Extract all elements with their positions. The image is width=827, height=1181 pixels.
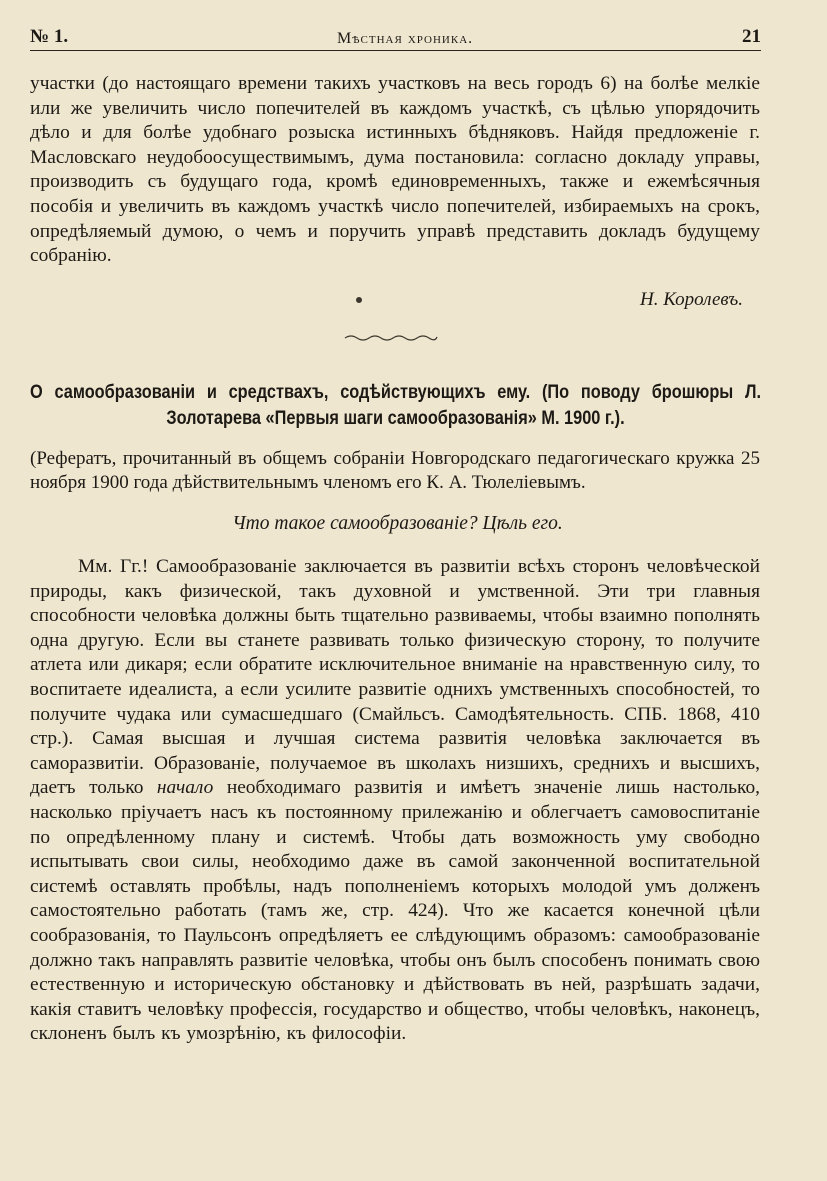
section-title: Мѣстная хроника.: [336, 30, 474, 47]
body-text-part1: Мм. Гг.! Самообразованіе заключается въ развитіи всѣхъ сторонъ человѣческой природы, какъ физической, такъ духовной и умственной. Эти три главныя способности человѣка должны быть тщательно развиваемы, чтобы взаимно пополнять одна другую. Если вы станете развивать только физическую сторону, то получите атлета или дикаря; если обратите исключительное вниманіе на нравственную силу, то воспитаете идеалиста, а если усилите развитіе однихъ умственныхъ способностей, то получите чудака или сумасшедшаго (Смайльсъ. Самодѣятельность. СПБ. 1868, 410 стр.). Самая высшая и лучшая система развитія человѣка заключается въ саморазвитіи. Образованіе, получаемое въ школахъ низшихъ, среднихъ и высшихъ, даетъ только: [30, 556, 760, 799]
article1-text: участки (до настоящаго времени такихъ участковъ на весь городъ 6) на болѣе мелкіе или же увеличить число попечителей въ каждомъ участкѣ, съ цѣлью упорядочить дѣло и для болѣе удобнаго розыска истинныхъ бѣдняковъ. Найдя предложеніе г. Масловскаго неудобоосуществимымъ, дума постановила: согласно докладу управы, производить съ будущаго года, кромѣ единовременныхъ, также и ежемѣсячныя пособія и увеличить въ каждомъ участкѣ число попечителей, избираемыхъ на срокъ, опредѣляемый думою, о чемъ и поручить управѣ представить докладъ будущему собранію.: [30, 73, 760, 267]
header-rule: [30, 50, 761, 51]
body-text-part2: необходимаго развитія и имѣетъ значеніе лишь настолько, насколько пріучаетъ насъ къ постоянному прилежанію и облегчаетъ самовоспитаніе по опредѣленному плану и системѣ. Чтобы дать возможность уму свободно испытывать свои силы, необходимо даже въ самой законченной воспитательной системѣ оставлять пробѣлы, надъ пополненіемъ которыхъ молодой умъ долженъ самостоятельно работать (тамъ же, стр. 424). Что же касается конечной цѣли сообразованія, то Паульсонъ опредѣляетъ ее слѣдующимъ образомъ: самообразованіе должно такъ направлять развитіе человѣка, чтобы онъ былъ способенъ понимать свою естественную и историческую обстановку и дѣйствовать въ ней, разрѣшать задачи, какія ставитъ человѣку профессія, государство и общество, чтобы человѣкъ, наконецъ, склоненъ былъ къ умозрѣнію, къ философіи.: [30, 777, 760, 1045]
author-signature: Н. Королевъ.: [640, 289, 743, 310]
running-header: [30, 22, 761, 48]
referat-note: (Рефератъ, прочитанный въ общемъ собраніи Новгородскаго педагогическаго кружка 25 ноября 1900 года дѣйствительнымъ членомъ его К. А. Тюлеліевымъ.: [30, 448, 760, 493]
body-text-emphasis: начало: [156, 777, 214, 799]
article-heading: О самообразованіи и средствахъ, содѣйствующихъ ему. (По поводу брошюры Л. Золотарева «Первыя шаги самообразованія» М. 1900 г.).: [30, 382, 761, 429]
ink-dot: [356, 297, 362, 303]
section-subheading: Что такое самообразованіе? Цѣль его.: [232, 513, 563, 534]
page-number: 21: [741, 26, 761, 47]
ornamental-divider: [343, 332, 439, 342]
article2-body: [30, 555, 760, 1047]
issue-number: № 1.: [30, 26, 69, 47]
